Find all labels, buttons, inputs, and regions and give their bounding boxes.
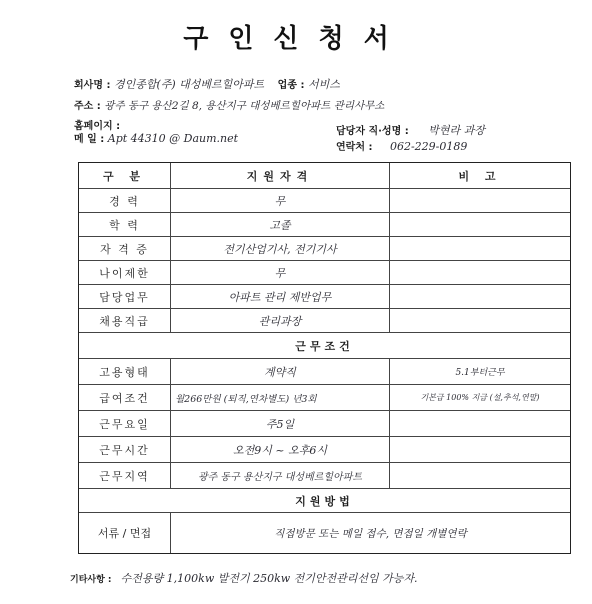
row-note (390, 237, 570, 260)
row-value: 계약직 (171, 359, 390, 384)
header-remarks: 비 고 (458, 169, 502, 183)
industry-label: 업종 : (277, 80, 305, 91)
table-row (79, 437, 570, 463)
manager-line (336, 122, 485, 138)
phone-label: 연락처 : (336, 142, 373, 153)
document-title: 구인신청서 (183, 24, 409, 54)
manager-value: 박현라 과장 (428, 124, 485, 137)
table-row (79, 261, 570, 285)
notes-line (70, 570, 418, 586)
address-label: 주소 : (74, 101, 101, 112)
row-note (390, 309, 570, 332)
row-note: 기본급 100% 지급 (설,추석,연말) (420, 393, 540, 402)
row-value: 월266만원 (퇴직,연차별도) 년3회 (171, 385, 390, 410)
company-value: 경인종합(주) 대성베르힐아파트 (113, 78, 265, 91)
row-value: 광주 동구 용산지구 대성베르힐아파트 (171, 463, 390, 488)
row-note (390, 261, 570, 284)
table-row (79, 285, 570, 309)
row-value: 관리과장 (171, 309, 390, 332)
section-row (79, 489, 570, 513)
notes-value: 수전용량 1,100kw 발전기 250kw 전기안전관리선임 가능자. (120, 572, 418, 585)
row-label: 채용직급 (79, 309, 171, 332)
row-note: 5.1부터근무 (455, 368, 505, 378)
row-note (390, 437, 570, 462)
table-row (79, 411, 570, 437)
row-value: 주5일 (171, 411, 390, 436)
row-value: 전기산업기사, 전기기사 (171, 237, 390, 260)
company-label: 회사명 : (74, 80, 111, 91)
company-line (74, 76, 340, 92)
row-note (390, 189, 570, 212)
row-label: 경 력 (79, 189, 171, 212)
application-table (78, 162, 571, 554)
email-value: Apt 44310 @ Daum.net (107, 132, 239, 145)
table-row (79, 213, 570, 237)
row-label: 나이제한 (79, 261, 171, 284)
email-label: 메 일 : (74, 134, 105, 145)
row-value: 고졸 (171, 213, 390, 236)
row-label: 고용형태 (79, 359, 171, 384)
row-label: 담당업무 (79, 285, 171, 308)
address-line (74, 97, 384, 113)
row-value: 무 (171, 261, 390, 284)
row-label: 근무지역 (79, 463, 171, 488)
table-row (79, 309, 570, 333)
row-note (390, 463, 570, 488)
table-row (79, 513, 570, 553)
row-value: 오전9시 ~ 오후6시 (171, 437, 390, 462)
row-value: 무 (171, 189, 390, 212)
industry-value: 서비스 (307, 78, 340, 91)
table-row (79, 189, 570, 213)
address-value: 광주 동구 용산2길 8, 용산지구 대성베르힐아파트 관리사무소 (104, 100, 385, 112)
manager-label: 담당자 직·성명 : (336, 126, 409, 137)
section-work-conditions: 근무조건 (295, 339, 354, 353)
row-note (390, 285, 570, 308)
row-value: 직접방문 또는 메일 접수, 면접일 개별연락 (274, 527, 467, 540)
table-row (79, 237, 570, 261)
row-note (390, 411, 570, 436)
header-category: 구 분 (79, 163, 171, 188)
notes-label: 기타사항 : (70, 575, 112, 585)
row-value: 아파트 관리 제반업무 (171, 285, 390, 308)
phone-line (336, 138, 467, 153)
row-label: 근무요일 (79, 411, 171, 436)
table-header (79, 163, 570, 189)
row-label: 학 력 (79, 213, 171, 236)
row-note (390, 213, 570, 236)
table-row (79, 463, 570, 489)
table-row (79, 359, 570, 385)
table-row (79, 385, 570, 411)
phone-value: 062-229-0189 (389, 140, 468, 153)
email-line (74, 130, 238, 145)
row-label: 급여조건 (79, 385, 171, 410)
row-label: 근무시간 (79, 437, 171, 462)
homepage-label: 홈페이지 : (74, 121, 121, 132)
row-label: 자 격 증 (79, 237, 171, 260)
section-row (79, 333, 570, 359)
section-how-to-apply: 지원방법 (295, 494, 354, 508)
header-qualification: 지원자격 (171, 163, 390, 188)
row-label: 서류 / 면접 (79, 513, 171, 553)
